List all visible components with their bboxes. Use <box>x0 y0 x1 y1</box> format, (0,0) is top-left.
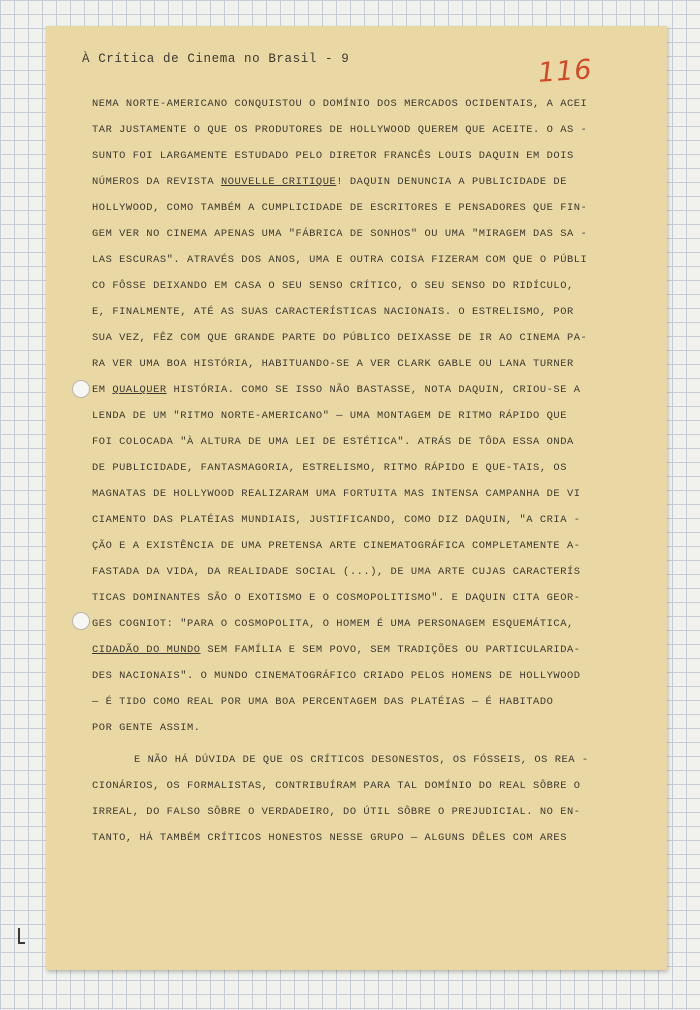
text-line: SUNTO FOI LARGAMENTE ESTUDADO PELO DIRETOR FRANCÊS LOUIS DAQUIN EM DOIS <box>92 150 574 162</box>
text-line: SUA VEZ, FÊZ COM QUE GRANDE PARTE DO PÚBLICO DEIXASSE DE IR AO CINEMA PA- <box>92 332 588 344</box>
text-line: CIAMENTO DAS PLATÉIAS MUNDIAIS, JUSTIFICANDO, COMO DIZ DAQUIN, "A CRIA - <box>92 514 581 526</box>
typewritten-page <box>46 26 667 970</box>
text-line: FASTADA DA VIDA, DA REALIDADE SOCIAL (...), DE UMA ARTE CUJAS CARACTERÍS <box>92 566 581 578</box>
text-line: EM QUALQUER HISTÓRIA. COMO SE ISSO NÃO BASTASSE, NOTA DAQUIN, CRIOU-SE A <box>92 384 581 396</box>
text-line: TAR JUSTAMENTE O QUE OS PRODUTORES DE HOLLYWOOD QUEREM QUE ACEITE. O AS - <box>92 124 588 136</box>
running-header: À Crítica de Cinema no Brasil - 9 <box>82 52 350 66</box>
text-line: TANTO, HÁ TAMBÉM CRÍTICOS HONESTOS NESSE GRUPO — ALGUNS DÊLES COM ARES <box>92 832 567 844</box>
text-line: — É TIDO COMO REAL POR UMA BOA PERCENTAGEM DAS PLATÉIAS — É HABITADO <box>92 696 554 708</box>
text-line: MAGNATAS DE HOLLYWOOD REALIZARAM UMA FORTUITA MAS INTENSA CAMPANHA DE VI <box>92 488 581 500</box>
punch-hole <box>72 380 90 398</box>
text-line: RA VER UMA BOA HISTÓRIA, HABITUANDO-SE A VER CLARK GABLE OU LANA TURNER <box>92 358 574 370</box>
text-line: DE PUBLICIDADE, FANTASMAGORIA, ESTRELISMO, RITMO RÁPIDO E QUE-TAIS, OS <box>92 462 567 474</box>
text-line: TICAS DOMINANTES SÃO O EXOTISMO E O COSMOPOLITISMO". E DAQUIN CITA GEOR- <box>92 592 581 604</box>
text-line: CIONÁRIOS, OS FORMALISTAS, CONTRIBUÍRAM PARA TAL DOMÍNIO DO REAL SÔBRE O <box>92 780 581 792</box>
text-line: ÇÃO E A EXISTÊNCIA DE UMA PRETENSA ARTE CINEMATOGRÁFICA COMPLETAMENTE A- <box>92 540 581 552</box>
text-line: POR GENTE ASSIM. <box>92 722 201 734</box>
text-line: LAS ESCURAS". ATRAVÉS DOS ANOS, UMA E OUTRA COISA FIZERAM COM QUE O PÚBLI <box>92 254 588 266</box>
text-line: NÚMEROS DA REVISTA NOUVELLE CRITIQUE! DAQUIN DENUNCIA A PUBLICIDADE DE <box>92 176 567 188</box>
text-line: HOLLYWOOD, COMO TAMBÉM A CUMPLICIDADE DE ESCRITORES E PENSADORES QUE FIN- <box>92 202 588 214</box>
text-line: FOI COLOCADA "À ALTURA DE UMA LEI DE ESTÉTICA". ATRÁS DE TÔDA ESSA ONDA <box>92 436 574 448</box>
text-line: CIDADÃO DO MUNDO SEM FAMÍLIA E SEM POVO, SEM TRADIÇÕES OU PARTICULARIDA- <box>92 644 581 656</box>
corner-mark <box>18 928 25 944</box>
text-line: GES COGNIOT: "PARA O COSMOPOLITA, O HOMEM É UMA PERSONAGEM ESQUEMÁTICA, <box>92 618 574 630</box>
text-line: DES NACIONAIS". O MUNDO CINEMATOGRÁFICO CRIADO PELOS HOMENS DE HOLLYWOOD <box>92 670 581 682</box>
text-line: E NÃO HÁ DÚVIDA DE QUE OS CRÍTICOS DESONESTOS, OS FÓSSEIS, OS REA - <box>134 754 589 766</box>
text-line: E, FINALMENTE, ATÉ AS SUAS CARACTERÍSTICAS NACIONAIS. O ESTRELISMO, POR <box>92 306 574 318</box>
text-line: CO FÔSSE DEIXANDO EM CASA O SEU SENSO CRÍTICO, O SEU SENSO DO RIDÍCULO, <box>92 280 574 292</box>
text-line: LENDA DE UM "RITMO NORTE-AMERICANO" — UMA MONTAGEM DE RITMO RÁPIDO QUE <box>92 410 567 422</box>
handwritten-folio-number: 116 <box>536 54 594 89</box>
text-line: NEMA NORTE-AMERICANO CONQUISTOU O DOMÍNIO DOS MERCADOS OCIDENTAIS, A ACEI <box>92 98 588 110</box>
text-line: GEM VER NO CINEMA APENAS UMA "FÁBRICA DE SONHOS" OU UMA "MIRAGEM DAS SA - <box>92 228 588 240</box>
text-line: IRREAL, DO FALSO SÔBRE O VERDADEIRO, DO ÚTIL SÔBRE O PREJUDICIAL. NO EN- <box>92 806 581 818</box>
punch-hole <box>72 612 90 630</box>
